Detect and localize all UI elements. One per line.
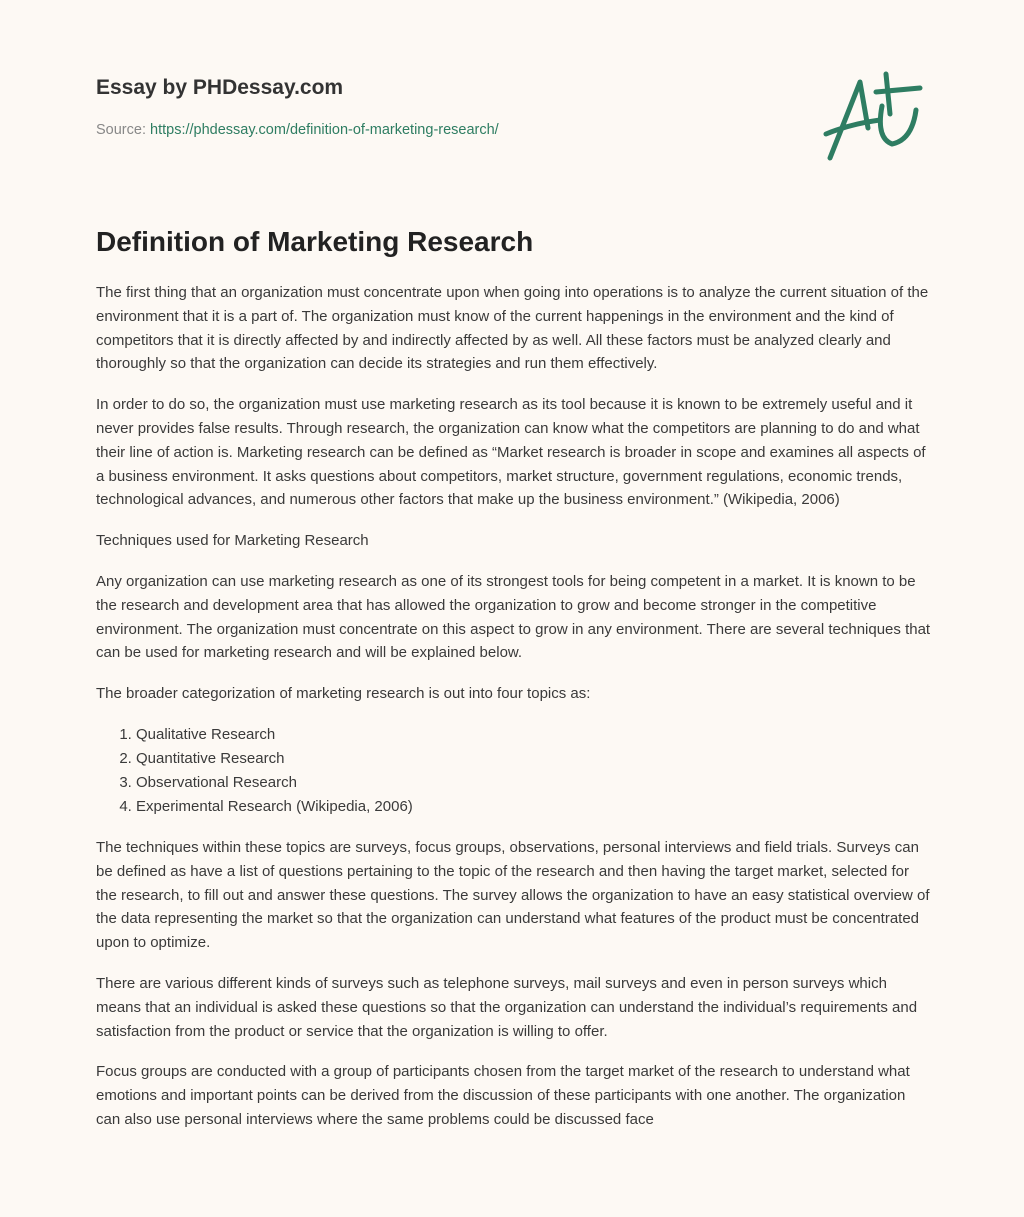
list-item: 4. Experimental Research (Wikipedia, 2006): [136, 795, 932, 819]
brand-title: Essay by PHDessay.com: [96, 76, 344, 99]
source-line: [96, 122, 499, 138]
paragraph: In order to do so, the organization must use marketing research as its tool because it is known to be extremely useful and it never provides false results. Through research, the organization can know what the competitors are planning to do and what their line of action is. Marketing research can be defined as “Market research is broader in scope and examines all aspects of a business environment. It asks questions about competitors, market structure, government regulations, economic trends, technological advances, and numerous other factors that make up the business environment.” (Wikipedia, 2006): [96, 396, 926, 509]
research-types-list: [96, 723, 932, 819]
list-item: 2. Quantitative Research: [136, 747, 932, 771]
header: [96, 76, 499, 138]
source-link[interactable]: https://phdessay.com/definition-of-marketing-research/: [150, 122, 499, 138]
paragraph: Any organization can use marketing research as one of its strongest tools for being competent in a market. It is known to be the research and development area that has allowed the organization to grow and become stronger in the competitive environment. The organization must concentrate on this aspect to grow in any environment. There are several techniques that can be used for marketing research and will be explained below.: [96, 572, 931, 662]
article-title: Definition of Marketing Research: [96, 226, 534, 257]
list-item: 1. Qualitative Research: [136, 723, 932, 747]
paragraph: The broader categorization of marketing research is out into four topics as:: [96, 685, 591, 703]
paragraph: Focus groups are conducted with a group of participants chosen from the target market of the research to understand what emotions and important points can be derived from the discussion of these participants with one another. The organization can also use personal interviews where the same problems could be discussed face: [96, 1063, 910, 1128]
paragraph: The first thing that an organization must concentrate upon when going into operations is to analyze the current situation of the environment that it is a part of. The organization must know of the current happenings in the environment and the kind of competitors that it is directly affected by and indirectly affected by as well. All these factors must be analyzed clearly and thoroughly so that the organization can decide its strategies and run them effectively.: [96, 284, 929, 373]
article: [96, 226, 932, 1149]
list-item: 3. Observational Research: [136, 771, 932, 795]
paragraph: The techniques within these topics are surveys, focus groups, observations, personal interviews and field trials. Surveys can be defined as have a list of questions pertaining to the topic of the research and then having the target market, selected for the research, to fill out and answer these questions. The survey allows the organization to have an easy statistical overview of the data representing the market so that the organization can understand what features of the product must be concentrated upon to optimize.: [96, 838, 930, 952]
source-label: Source:: [96, 122, 146, 138]
paragraph: There are various different kinds of surveys such as telephone surveys, mail surveys and even in person surveys which means that an individual is asked these questions so that the organization can understand the individual’s requirements and satisfaction from the product or service that the organization is willing to offer.: [96, 974, 918, 1040]
a-plus-logo-icon: [820, 68, 930, 168]
subheading: Techniques used for Marketing Research: [96, 532, 369, 550]
